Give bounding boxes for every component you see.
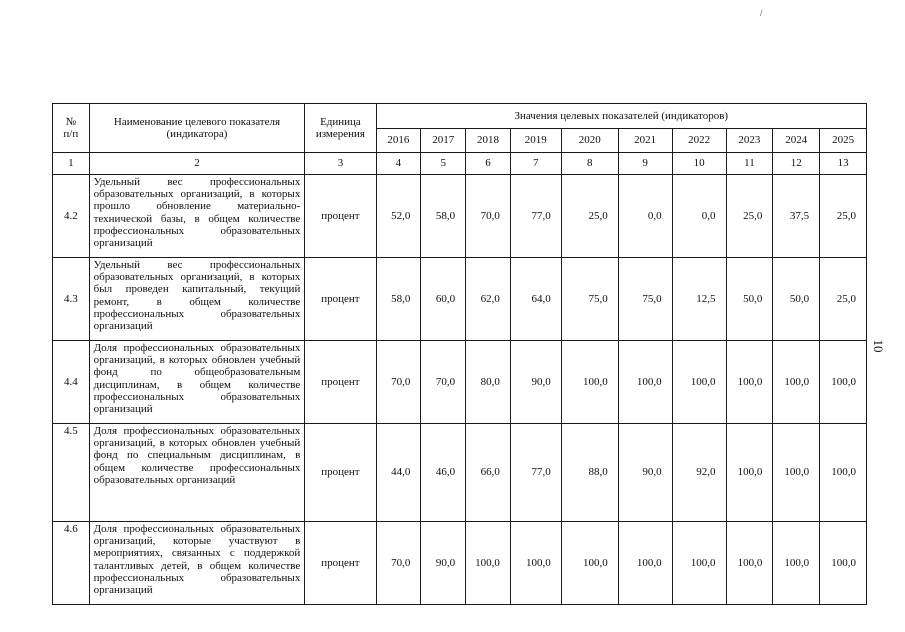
value-cell: 100,0 (726, 341, 773, 424)
header-year: 2020 (561, 129, 618, 153)
value-cell: 100,0 (561, 522, 618, 605)
value-cell: 92,0 (672, 424, 726, 522)
value-cell: 100,0 (672, 341, 726, 424)
column-number: 2 (89, 153, 305, 175)
table-row (53, 522, 867, 605)
value-cell: 100,0 (773, 341, 820, 424)
value-cell: 25,0 (820, 175, 867, 258)
table-row (53, 258, 867, 341)
value-cell: 25,0 (561, 175, 618, 258)
value-cell: 60,0 (421, 258, 466, 341)
value-cell: 88,0 (561, 424, 618, 522)
indicator-table (52, 103, 867, 605)
value-cell: 12,5 (672, 258, 726, 341)
column-number: 8 (561, 153, 618, 175)
value-cell: 46,0 (421, 424, 466, 522)
header-year: 2025 (820, 129, 867, 153)
value-cell: 44,0 (376, 424, 421, 522)
header-year: 2023 (726, 129, 773, 153)
value-cell: 100,0 (726, 424, 773, 522)
header-year: 2021 (618, 129, 672, 153)
unit-cell: процент (305, 424, 376, 522)
value-cell: 80,0 (466, 341, 511, 424)
row-id: 4.6 (53, 522, 90, 605)
table-row (53, 175, 867, 258)
value-cell: 90,0 (421, 522, 466, 605)
header-year: 2016 (376, 129, 421, 153)
column-number: 13 (820, 153, 867, 175)
row-id: 4.4 (53, 341, 90, 424)
row-id: 4.3 (53, 258, 90, 341)
header-row (53, 104, 867, 129)
value-cell: 100,0 (820, 341, 867, 424)
value-cell: 77,0 (510, 175, 561, 258)
value-cell: 77,0 (510, 424, 561, 522)
value-cell: 52,0 (376, 175, 421, 258)
column-number: 3 (305, 153, 376, 175)
value-cell: 100,0 (726, 522, 773, 605)
column-number: 6 (466, 153, 511, 175)
value-cell: 100,0 (618, 341, 672, 424)
value-cell: 100,0 (820, 522, 867, 605)
indicator-name: Доля профессиональных образовательных организаций, в которых обновлен учебный фонд по специальным дисциплинам, в общем количестве профессиональных образовательных организаций (89, 424, 305, 522)
value-cell: 64,0 (510, 258, 561, 341)
value-cell: 100,0 (773, 424, 820, 522)
column-number: 12 (773, 153, 820, 175)
value-cell: 62,0 (466, 258, 511, 341)
column-number: 10 (672, 153, 726, 175)
corner-mark: / (760, 8, 763, 18)
page-number: 10 (871, 339, 886, 353)
header-year: 2017 (421, 129, 466, 153)
unit-cell: процент (305, 258, 376, 341)
value-cell: 70,0 (376, 522, 421, 605)
header-year: 2018 (466, 129, 511, 153)
column-number: 9 (618, 153, 672, 175)
table-row (53, 424, 867, 522)
column-number: 1 (53, 153, 90, 175)
row-id: 4.5 (53, 424, 90, 522)
header-values-group: Значения целевых показателей (индикаторов) (376, 104, 866, 129)
value-cell: 25,0 (726, 175, 773, 258)
indicator-name: Удельный вес профессиональных образовательных организаций, в которых был проведен капитальный, текущий ремонт, в общем количестве профессиональных образовательных организаций (89, 258, 305, 341)
table-row (53, 341, 867, 424)
value-cell: 100,0 (561, 341, 618, 424)
value-cell: 66,0 (466, 424, 511, 522)
value-cell: 100,0 (672, 522, 726, 605)
row-id: 4.2 (53, 175, 90, 258)
value-cell: 58,0 (376, 258, 421, 341)
value-cell: 70,0 (466, 175, 511, 258)
value-cell: 0,0 (618, 175, 672, 258)
unit-cell: процент (305, 522, 376, 605)
header-year: 2024 (773, 129, 820, 153)
value-cell: 25,0 (820, 258, 867, 341)
header-year: 2019 (510, 129, 561, 153)
value-cell: 100,0 (773, 522, 820, 605)
indicator-name: Удельный вес профессиональных образовательных организаций, в которых прошло обновление материально-технической базы, в общем количестве профессиональных образовательных организаций (89, 175, 305, 258)
value-cell: 100,0 (466, 522, 511, 605)
value-cell: 90,0 (618, 424, 672, 522)
value-cell: 100,0 (510, 522, 561, 605)
value-cell: 100,0 (618, 522, 672, 605)
value-cell: 70,0 (421, 341, 466, 424)
value-cell: 90,0 (510, 341, 561, 424)
value-cell: 50,0 (726, 258, 773, 341)
header-name: Наименование целевого показателя (индикатора) (89, 104, 305, 153)
column-number: 7 (510, 153, 561, 175)
value-cell: 37,5 (773, 175, 820, 258)
value-cell: 70,0 (376, 341, 421, 424)
indicator-name: Доля профессиональных образовательных организаций, в которых обновлен учебный фонд по общеобразовательным дисциплинам, в общем количестве профессиональных образовательных организаций (89, 341, 305, 424)
value-cell: 75,0 (618, 258, 672, 341)
column-number: 4 (376, 153, 421, 175)
header-year: 2022 (672, 129, 726, 153)
header-num: № п/п (53, 104, 90, 153)
value-cell: 58,0 (421, 175, 466, 258)
column-number: 11 (726, 153, 773, 175)
column-number-row (53, 153, 867, 175)
value-cell: 0,0 (672, 175, 726, 258)
value-cell: 75,0 (561, 258, 618, 341)
value-cell: 100,0 (820, 424, 867, 522)
value-cell: 50,0 (773, 258, 820, 341)
header-unit: Единица измерения (305, 104, 376, 153)
unit-cell: процент (305, 341, 376, 424)
column-number: 5 (421, 153, 466, 175)
unit-cell: процент (305, 175, 376, 258)
indicator-name: Доля профессиональных образовательных организаций, которые участвуют в мероприятиях, связанных с поддержкой талантливых детей, в общем количестве профессиональных образовательных организаций (89, 522, 305, 605)
